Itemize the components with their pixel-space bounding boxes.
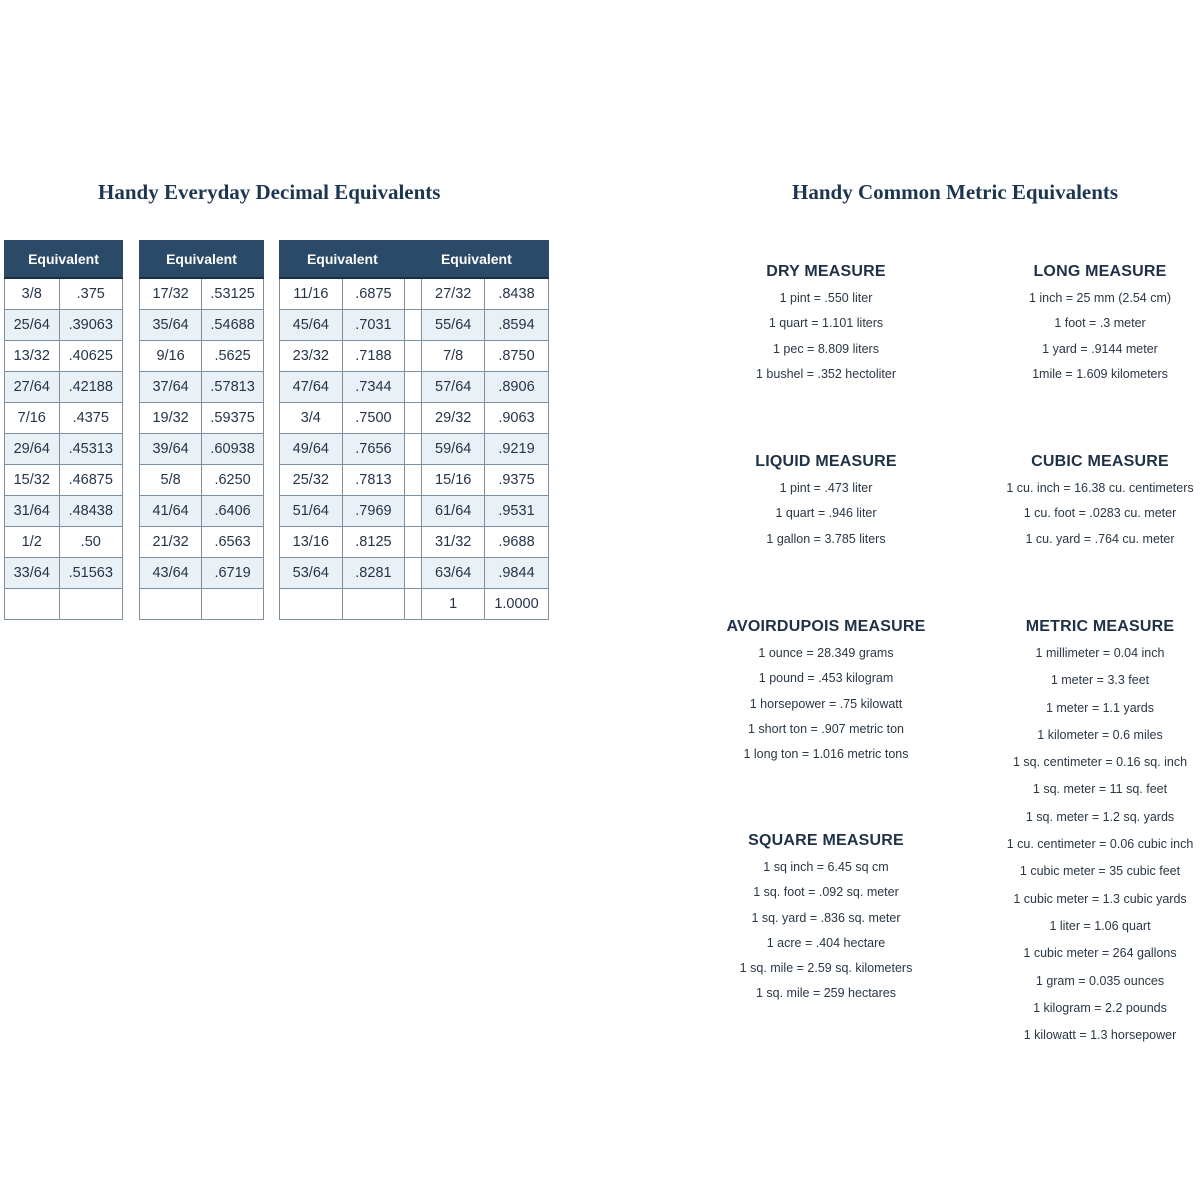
conversion-item: 1 foot = .3 meter (1054, 316, 1146, 331)
table-row (140, 372, 264, 403)
decimal-cell: .9219 (485, 434, 549, 465)
avoirdupois-measure-section (726, 618, 926, 771)
decimal-cell: .375 (59, 278, 122, 310)
section-heading: CUBIC MEASURE (1031, 453, 1169, 470)
decimal-cell: .46875 (59, 465, 122, 496)
conversion-item: 1 sq. meter = 11 sq. feet (1032, 782, 1168, 797)
conversion-item: 1 millimeter = 0.04 inch (1035, 646, 1165, 660)
decimal-cell: .54688 (202, 310, 264, 341)
fraction-cell: 1 (422, 589, 485, 620)
decimal-cell: .45313 (59, 434, 122, 465)
fraction-cell: 5/8 (140, 465, 202, 496)
fraction-cell: 3/8 (5, 278, 60, 310)
spacer-cell (405, 558, 422, 589)
table-row (5, 403, 123, 434)
decimal-cell: .8906 (485, 372, 549, 403)
table-row (280, 434, 549, 465)
table-row (140, 496, 264, 527)
fraction-cell: 45/64 (280, 310, 343, 341)
table-row (5, 465, 123, 496)
decimal-cell: .40625 (59, 341, 122, 372)
column-header: Equivalent (280, 241, 405, 279)
decimal-cell: .8438 (485, 278, 549, 310)
fraction-cell: 29/32 (422, 403, 485, 434)
fraction-cell: 31/64 (5, 496, 60, 527)
cubic-measure-section (1000, 453, 1200, 556)
table-row (140, 434, 264, 465)
spacer-cell (405, 589, 422, 620)
decimal-cell: .60938 (202, 434, 264, 465)
table-row (280, 278, 549, 310)
conversion-item: 1 long ton = 1.016 metric tons (743, 747, 909, 762)
section-heading: AVOIRDUPOIS MEASURE (726, 618, 926, 635)
fraction-cell: 37/64 (140, 372, 202, 403)
section-heading: METRIC MEASURE (1025, 618, 1175, 635)
fraction-cell: 43/64 (140, 558, 202, 589)
column-header: Equivalent (140, 241, 264, 279)
decimal-cell: .6406 (202, 496, 264, 527)
fraction-cell: 9/16 (140, 341, 202, 372)
conversion-item: 1 acre = .404 hectare (766, 935, 886, 950)
table-row (140, 278, 264, 310)
conversion-item: 1 sq. mile = 259 hectares (755, 986, 896, 1001)
conversion-item: 1 cu. yard = .764 cu. meter (1025, 531, 1175, 546)
spacer-cell (405, 278, 422, 310)
table-row (5, 341, 123, 372)
spacer-cell (405, 372, 422, 403)
decimal-cell: .48438 (59, 496, 122, 527)
fraction-cell: 27/32 (422, 278, 485, 310)
decimal-cell: .9063 (485, 403, 549, 434)
decimal-cell: .53125 (202, 278, 264, 310)
decimal-cell: .8281 (342, 558, 405, 589)
fraction-cell: 49/64 (280, 434, 343, 465)
dry-measure-section (726, 263, 926, 391)
decimal-cell: .6563 (202, 527, 264, 558)
conversion-item: 1 quart = 1.101 liters (768, 316, 884, 331)
conversion-item: 1 pound = .453 kilogram (758, 671, 894, 686)
decimal-cell: .9375 (485, 465, 549, 496)
decimal-cell: .7813 (342, 465, 405, 496)
fraction-cell: 29/64 (5, 434, 60, 465)
table-row (5, 434, 123, 465)
conversion-item: 1 kilometer = 0.6 miles (1037, 727, 1163, 742)
conversion-item: 1 yard = .9144 meter (1042, 341, 1158, 356)
conversion-item: 1 ounce = 28.349 grams (758, 646, 894, 660)
table-row (5, 527, 123, 558)
table-row (5, 310, 123, 341)
fraction-cell: 33/64 (5, 558, 60, 589)
decimal-cell: .51563 (59, 558, 122, 589)
decimal-cell: .7344 (342, 372, 405, 403)
conversion-item: 1 liter = 1.06 quart (1049, 918, 1151, 933)
table-row (280, 558, 549, 589)
decimal-cell: .9688 (485, 527, 549, 558)
conversion-item: 1 sq. yard = .836 sq. meter (751, 910, 901, 925)
spacer-cell (405, 310, 422, 341)
fraction-cell: 47/64 (280, 372, 343, 403)
table-row (5, 372, 123, 403)
fraction-cell: 59/64 (422, 434, 485, 465)
fraction-cell: 61/64 (422, 496, 485, 527)
table-row (140, 589, 264, 620)
fraction-cell: 63/64 (422, 558, 485, 589)
decimal-cell: .42188 (59, 372, 122, 403)
decimal-cell (342, 589, 405, 620)
square-measure-section (726, 832, 926, 1011)
fraction-cell: 35/64 (140, 310, 202, 341)
table-row (280, 496, 549, 527)
decimal-cell: .50 (59, 527, 122, 558)
decimal-cell: .8750 (485, 341, 549, 372)
spacer-cell (405, 403, 422, 434)
decimal-cell: .7188 (342, 341, 405, 372)
conversion-item: 1 pec = 8.809 liters (773, 341, 879, 356)
conversion-item: 1 cubic meter = 1.3 cubic yards (1013, 891, 1187, 906)
table-row (280, 527, 549, 558)
table-row (280, 341, 549, 372)
decimal-cell: .4375 (59, 403, 122, 434)
table-row (5, 589, 123, 620)
conversion-item: 1 horsepower = .75 kilowatt (749, 696, 903, 711)
fraction-cell: 7/16 (5, 403, 60, 434)
metric-measure-section (1000, 618, 1200, 1054)
fraction-cell: 27/64 (5, 372, 60, 403)
fraction-cell: 15/16 (422, 465, 485, 496)
conversion-item: 1 gallon = 3.785 liters (766, 531, 886, 546)
column-header: Equivalent (405, 241, 549, 279)
table-row (140, 527, 264, 558)
table-row (140, 558, 264, 589)
decimal-cell: .8594 (485, 310, 549, 341)
decimal-cell: .9844 (485, 558, 549, 589)
conversion-item: 1 cu. foot = .0283 cu. meter (1023, 506, 1177, 521)
table-row (280, 403, 549, 434)
conversion-item: 1 pint = .473 liter (779, 481, 873, 495)
section-heading: LONG MEASURE (1033, 263, 1167, 280)
fraction-cell: 15/32 (5, 465, 60, 496)
decimal-cell: .5625 (202, 341, 264, 372)
column-header: Equivalent (5, 241, 123, 279)
conversion-item: 1 cu. centimeter = 0.06 cubic inch (1006, 837, 1194, 852)
section-heading: SQUARE MEASURE (748, 832, 904, 849)
liquid-measure-section (726, 453, 926, 556)
decimal-cell: .57813 (202, 372, 264, 403)
conversion-item: 1 quart = .946 liter (775, 506, 877, 521)
fraction-cell (5, 589, 60, 620)
fraction-cell: 53/64 (280, 558, 343, 589)
decimal-cell: 1.0000 (485, 589, 549, 620)
fraction-cell: 1/2 (5, 527, 60, 558)
fraction-cell: 3/4 (280, 403, 343, 434)
section-heading: LIQUID MEASURE (755, 453, 897, 470)
long-measure-section (1000, 263, 1200, 391)
fraction-cell: 25/64 (5, 310, 60, 341)
conversion-item: 1 kilogram = 2.2 pounds (1033, 1000, 1167, 1015)
table-row (5, 496, 123, 527)
fraction-cell: 19/32 (140, 403, 202, 434)
spacer-cell (405, 465, 422, 496)
fraction-cell: 13/32 (5, 341, 60, 372)
decimal-cell: .7500 (342, 403, 405, 434)
decimal-cell: .9531 (485, 496, 549, 527)
fraction-cell: 55/64 (422, 310, 485, 341)
fraction-cell: 11/16 (280, 278, 343, 310)
conversion-item: 1 cu. inch = 16.38 cu. centimeters (1006, 481, 1194, 495)
conversion-item: 1 kilowatt = 1.3 horsepower (1023, 1028, 1177, 1043)
conversion-item: 1 short ton = .907 metric ton (748, 721, 904, 736)
fraction-cell: 39/64 (140, 434, 202, 465)
decimal-cell: .7969 (342, 496, 405, 527)
decimal-cell: .59375 (202, 403, 264, 434)
decimal-cell: .7656 (342, 434, 405, 465)
decimal-table-3 (279, 240, 549, 620)
decimal-cell: .6719 (202, 558, 264, 589)
section-heading: DRY MEASURE (766, 263, 886, 280)
table-row (280, 589, 549, 620)
conversion-item: 1 sq. meter = 1.2 sq. yards (1025, 809, 1175, 824)
conversion-item: 1 meter = 1.1 yards (1045, 700, 1155, 715)
fraction-cell: 51/64 (280, 496, 343, 527)
spacer-cell (405, 527, 422, 558)
spacer-cell (405, 341, 422, 372)
decimal-cell: .6875 (342, 278, 405, 310)
conversion-item: 1 cubic meter = 35 cubic feet (1019, 864, 1181, 879)
conversion-item: 1 sq inch = 6.45 sq cm (763, 860, 889, 874)
conversion-item: 1 cubic meter = 264 gallons (1023, 946, 1177, 961)
fraction-cell: 7/8 (422, 341, 485, 372)
conversion-item: 1 gram = 0.035 ounces (1035, 973, 1165, 988)
conversion-item: 1mile = 1.609 kilometers (1032, 366, 1168, 381)
table-row (280, 465, 549, 496)
fraction-cell: 13/16 (280, 527, 343, 558)
spacer-cell (405, 496, 422, 527)
table-row (140, 465, 264, 496)
table-row (5, 558, 123, 589)
conversion-item: 1 sq. mile = 2.59 sq. kilometers (739, 961, 913, 976)
decimal-cell (59, 589, 122, 620)
conversion-item: 1 meter = 3.3 feet (1050, 673, 1150, 688)
decimal-cell: .6250 (202, 465, 264, 496)
conversion-item: 1 sq. foot = .092 sq. meter (753, 885, 899, 900)
decimal-table-1 (4, 240, 123, 620)
fraction-cell: 41/64 (140, 496, 202, 527)
table-row (280, 372, 549, 403)
decimal-cell: .7031 (342, 310, 405, 341)
conversion-item: 1 inch = 25 mm (2.54 cm) (1028, 291, 1172, 305)
decimal-cell (202, 589, 264, 620)
decimal-table-2 (139, 240, 264, 620)
conversion-item: 1 sq. centimeter = 0.16 sq. inch (1012, 755, 1188, 770)
table-row (5, 278, 123, 310)
metric-equivalents-title: Handy Common Metric Equivalents (792, 180, 1119, 204)
fraction-cell (140, 589, 202, 620)
spacer-cell (405, 434, 422, 465)
fraction-cell (280, 589, 343, 620)
table-row (140, 403, 264, 434)
conversion-item: 1 pint = .550 liter (779, 291, 873, 305)
fraction-cell: 57/64 (422, 372, 485, 403)
table-row (140, 341, 264, 372)
fraction-cell: 31/32 (422, 527, 485, 558)
table-row (280, 310, 549, 341)
decimal-equivalents-title: Handy Everyday Decimal Equivalents (98, 180, 441, 204)
conversion-item: 1 bushel = .352 hectoliter (755, 366, 897, 381)
decimal-cell: .8125 (342, 527, 405, 558)
table-row (140, 310, 264, 341)
fraction-cell: 21/32 (140, 527, 202, 558)
fraction-cell: 25/32 (280, 465, 343, 496)
fraction-cell: 17/32 (140, 278, 202, 310)
decimal-cell: .39063 (59, 310, 122, 341)
fraction-cell: 23/32 (280, 341, 343, 372)
